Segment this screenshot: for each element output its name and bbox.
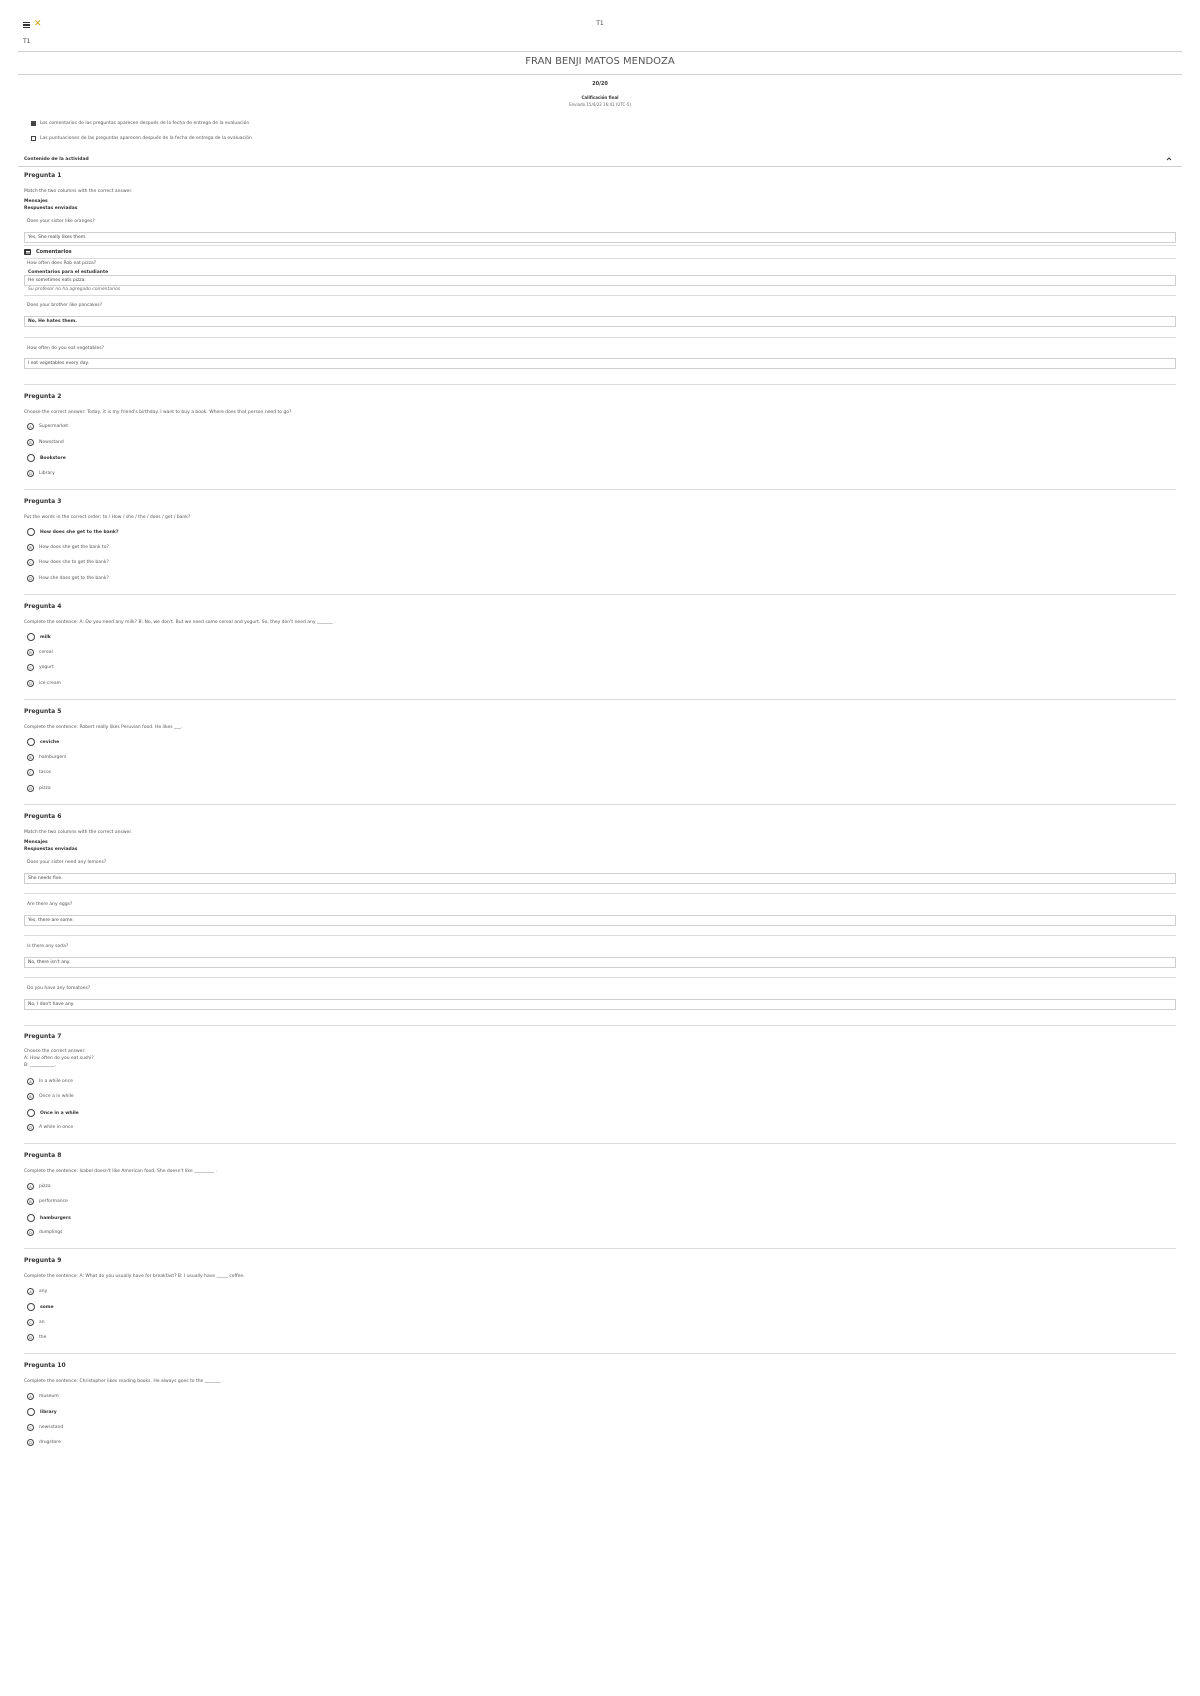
page-title: T1 (596, 20, 604, 27)
option-b[interactable] (27, 1093, 74, 1100)
option-selected[interactable] (27, 454, 66, 462)
question-7-title: Pregunta 7 (24, 1033, 62, 1040)
divider (18, 166, 1182, 167)
match-answer: I eat vegetables every day. (24, 358, 1176, 369)
match-answer: He sometimes eats pizza. (24, 275, 1176, 286)
option-d[interactable] (27, 785, 51, 792)
question-8-text: Complete the sentence: Isabel doesn't like American food. She doesn't like _________ . (24, 1169, 218, 1174)
option-d[interactable] (27, 680, 61, 687)
option-letter-icon: D (27, 1334, 34, 1341)
question-5-text: Complete the sentence: Robert really likes Peruvian food. He likes ___. (24, 725, 183, 730)
option-letter-icon: C (27, 664, 34, 671)
question-10-text: Complete the sentence: Christopher likes reading books. He always goes to the _______ . (24, 1379, 224, 1384)
question-7-text: Choose the correct answer: (24, 1049, 86, 1054)
divider (24, 699, 1176, 700)
option-letter-icon: C (27, 1319, 34, 1326)
match-answer: No, there isn't any. (24, 957, 1176, 968)
option-letter-icon: A (27, 1078, 34, 1085)
divider (24, 337, 1176, 338)
divider (24, 1025, 1176, 1026)
option-label: any (39, 1289, 48, 1294)
option-letter-icon: B (27, 754, 34, 761)
option-letter-icon: D (27, 1439, 34, 1446)
option-c[interactable] (27, 559, 109, 566)
menu-icon[interactable] (23, 22, 30, 28)
divider (24, 295, 1176, 296)
option-label: Newsstand (39, 440, 64, 445)
option-letter-icon: C (27, 559, 34, 566)
option-selected[interactable] (27, 633, 51, 641)
option-b[interactable] (27, 754, 66, 761)
match-prompt: Do you have any tomatoes? (27, 986, 91, 991)
divider (24, 489, 1176, 490)
option-a[interactable] (27, 1183, 51, 1190)
divider (18, 51, 1182, 52)
option-label: some (40, 1304, 54, 1310)
selected-radio-icon (27, 454, 35, 462)
option-label: dumplings (39, 1230, 63, 1235)
option-label: hamburgers (40, 1215, 71, 1221)
option-a[interactable] (27, 423, 68, 430)
divider (24, 594, 1176, 595)
match-prompt: How often do you eat vegetables? (27, 346, 104, 351)
option-selected[interactable] (27, 1214, 71, 1222)
match-prompt: Does your sister like oranges? (27, 219, 95, 224)
no-comments-note: Su profesor no ha agregado comentarios (28, 287, 121, 292)
option-letter-icon: A (27, 1183, 34, 1190)
option-selected[interactable] (27, 1109, 79, 1117)
option-letter-icon: A (27, 1288, 34, 1295)
submitted-timestamp: Enviado 15/4/22 16:41 (UTC-5) (569, 102, 631, 107)
option-label: How does she to get the bank? (39, 560, 109, 565)
question-3-title: Pregunta 3 (24, 498, 62, 505)
option-label: In a while once (39, 1079, 73, 1084)
option-label: Library (39, 471, 55, 476)
messages-label: Mensajes (24, 199, 48, 204)
final-grade-label: Calificación final (581, 95, 619, 100)
divider (24, 1143, 1176, 1144)
match-answer: Yes, there are some. (24, 915, 1176, 926)
option-label: How does she get the bank to? (39, 545, 109, 550)
question-1-title: Pregunta 1 (24, 172, 62, 179)
match-answer: Yes, She really likes them. (24, 232, 1176, 243)
option-letter-icon: C (27, 769, 34, 776)
question-1-text: Match the two columns with the correct answer. (24, 189, 133, 194)
divider (24, 384, 1176, 385)
option-label: yogurt (39, 665, 54, 670)
question-7-text: B: ___________. (24, 1063, 57, 1068)
option-label: pizza (39, 786, 51, 791)
chevron-up-icon[interactable] (1166, 156, 1172, 162)
option-label: Bookstore (40, 455, 66, 461)
selected-radio-icon (27, 1303, 35, 1311)
option-label: museum (39, 1394, 59, 1399)
match-answer: She needs five. (24, 873, 1176, 884)
selected-radio-icon (27, 1408, 35, 1416)
question-4-text: Complete the sentence: A: Do you need any milk? B: No, we don't. But we need some cereal and yogurt. So, they don't need any _______ . (24, 620, 336, 625)
empty-square-icon (31, 136, 36, 141)
option-label: ceviche (40, 739, 60, 745)
option-letter-icon: D (27, 470, 34, 477)
option-letter-icon: D (27, 1124, 34, 1131)
option-d[interactable] (27, 1439, 61, 1446)
option-letter-icon: B (27, 1093, 34, 1100)
option-letter-icon: A (27, 423, 34, 430)
legend-comments-text: Los comentarios de las preguntas aparecen después de la fecha de entrega de la evaluación (40, 121, 250, 126)
option-label: drugstore (39, 1440, 61, 1445)
option-letter-icon: D (27, 680, 34, 687)
question-6-title: Pregunta 6 (24, 813, 62, 820)
option-label: A while in once (39, 1125, 74, 1130)
option-label: Once a in while (39, 1094, 74, 1099)
option-letter-icon: B (27, 649, 34, 656)
selected-radio-icon (27, 1109, 35, 1117)
selected-radio-icon (27, 633, 35, 641)
student-name: FRAN BENJI MATOS MENDOZA (525, 56, 675, 67)
question-7-text: A: How often do you eat sushi? (24, 1056, 94, 1061)
comments-label: Comentarios (36, 249, 72, 255)
option-label: the (39, 1335, 47, 1340)
option-letter-icon: A (27, 1393, 34, 1400)
option-letter-icon: B (27, 544, 34, 551)
option-a[interactable] (27, 1078, 73, 1085)
divider (24, 1248, 1176, 1249)
student-comments-label: Comentarios para el estudiante (28, 270, 109, 275)
activity-content-title: Contenido de la actividad (24, 157, 89, 162)
option-label: milk (40, 634, 51, 640)
score-value: 20/20 (592, 81, 608, 87)
option-label: How she does get to the bank? (39, 576, 109, 581)
option-d[interactable] (27, 575, 109, 582)
divider (24, 977, 1176, 978)
question-9-text: Complete the sentence: A: What do you usually have for breakfast? B: I usually have _____ coffee. (24, 1274, 245, 1279)
option-d[interactable] (27, 1334, 46, 1341)
selected-radio-icon (27, 528, 35, 536)
option-b[interactable] (27, 1198, 68, 1205)
question-9-title: Pregunta 9 (24, 1257, 62, 1264)
legend-comments (31, 121, 249, 126)
option-letter-icon: B (27, 1198, 34, 1205)
option-label: cereal (39, 650, 53, 655)
filled-square-icon (31, 121, 36, 126)
question-10-title: Pregunta 10 (24, 1362, 66, 1369)
question-2-text: Choose the correct answer: Today, it is my friend's birthday. I want to buy a book. Where does that person need to go? (24, 410, 292, 415)
match-prompt: Are there any eggs? (27, 902, 73, 907)
option-label: Supermarket (39, 424, 69, 429)
divider (18, 74, 1182, 75)
option-label: newsstand (39, 1425, 64, 1430)
match-prompt: Does your brother like pancakes? (27, 303, 103, 308)
match-prompt: How often does Rob eat pizza? (27, 261, 97, 266)
selected-radio-icon (27, 738, 35, 746)
divider (24, 1353, 1176, 1354)
legend-scores-text: Las puntuaciones de las preguntas aparecen después de la fecha de entrega de la evaluación (40, 136, 252, 141)
messages-label: Mensajes (24, 840, 48, 845)
option-letter-icon: D (27, 785, 34, 792)
option-c[interactable] (27, 1319, 45, 1326)
question-6-text: Match the two columns with the correct answer. (24, 830, 133, 835)
option-d[interactable] (27, 470, 55, 477)
option-label: an (39, 1320, 45, 1325)
option-label: library (40, 1409, 57, 1415)
option-letter-icon: B (27, 439, 34, 446)
question-8-title: Pregunta 8 (24, 1152, 62, 1159)
divider (24, 935, 1176, 936)
option-label: Once in a while (40, 1110, 79, 1116)
option-label: How does she get to the bank? (40, 529, 119, 535)
option-c[interactable] (27, 1424, 63, 1431)
comments-header[interactable] (24, 249, 72, 255)
divider (24, 245, 1176, 246)
option-label: ice cream (39, 681, 62, 686)
selected-radio-icon (27, 1214, 35, 1222)
option-letter-icon: D (27, 575, 34, 582)
option-selected[interactable] (27, 1408, 57, 1416)
question-3-text: Put the words in the correct order: to / How / she / the / does / get / bank? (24, 515, 191, 520)
option-letter-icon: C (27, 1424, 34, 1431)
match-answer: No, He hates them. (24, 316, 1176, 327)
course-tab[interactable]: T1 (23, 38, 31, 45)
option-label: hamburgers (39, 755, 67, 760)
option-c[interactable] (27, 769, 51, 776)
question-2-title: Pregunta 2 (24, 393, 62, 400)
divider (24, 258, 1176, 259)
option-b[interactable] (27, 649, 53, 656)
option-a[interactable] (27, 1288, 47, 1295)
option-selected[interactable] (27, 528, 119, 536)
option-selected[interactable] (27, 1303, 54, 1311)
comment-icon (24, 249, 31, 255)
option-label: tacos (39, 770, 52, 775)
option-a[interactable] (27, 1393, 59, 1400)
divider (24, 893, 1176, 894)
question-4-title: Pregunta 4 (24, 603, 62, 610)
submitted-answers-label: Respuestas enviadas (24, 847, 78, 852)
option-label: pizza (39, 1184, 51, 1189)
option-b[interactable] (27, 544, 109, 551)
option-selected[interactable] (27, 738, 59, 746)
submitted-answers-label: Respuestas enviadas (24, 206, 78, 211)
option-d[interactable] (27, 1229, 63, 1236)
option-b[interactable] (27, 439, 64, 446)
option-d[interactable] (27, 1124, 73, 1131)
legend-scores (31, 136, 252, 141)
match-answer: No, I don't have any. (24, 999, 1176, 1010)
close-icon[interactable]: ✕ (34, 19, 42, 29)
option-label: performance (39, 1199, 68, 1204)
match-prompt: Is there any soda? (27, 944, 69, 949)
option-letter-icon: D (27, 1229, 34, 1236)
option-c[interactable] (27, 664, 54, 671)
divider (24, 804, 1176, 805)
match-prompt: Does your sister need any lemons? (27, 860, 107, 865)
question-5-title: Pregunta 5 (24, 708, 62, 715)
